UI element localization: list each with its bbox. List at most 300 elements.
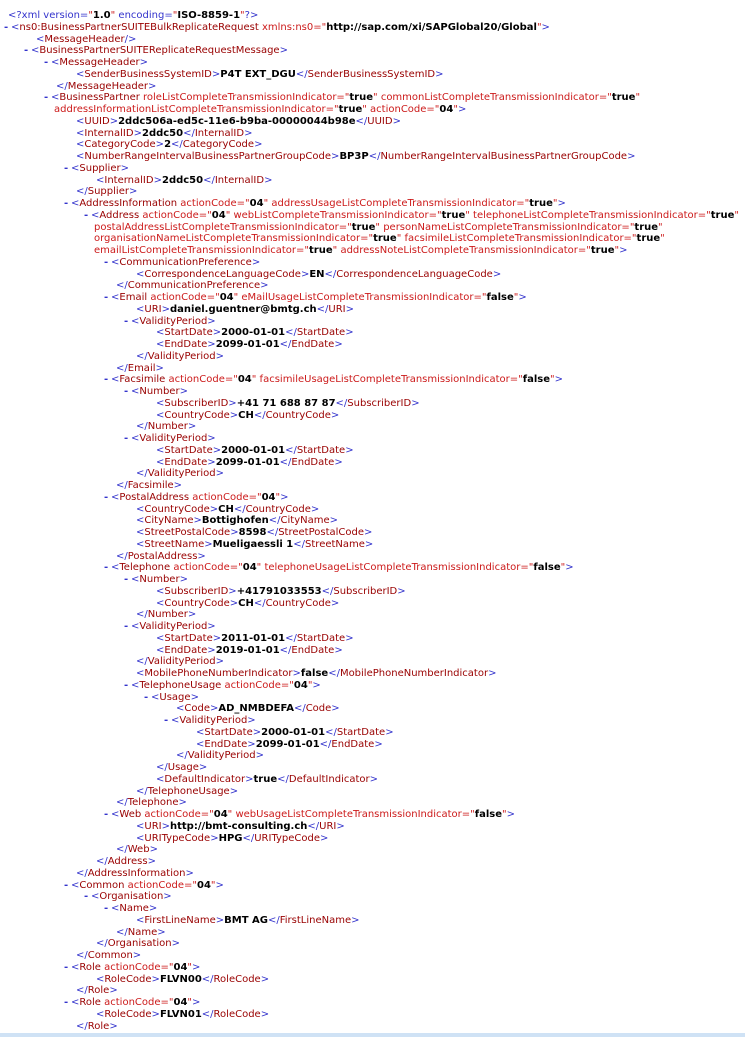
angle-bracket: </ xyxy=(183,127,195,139)
attribute-name: roleListCompleteTransmissionIndicator=" xyxy=(139,92,350,104)
attribute-name: actionCode=" xyxy=(221,679,294,691)
angle-bracket: </ xyxy=(295,68,308,80)
angle-bracket: </ xyxy=(136,350,148,362)
tag-name: AddressInformation xyxy=(79,198,178,209)
angle-bracket: </ xyxy=(76,950,88,961)
collapse-toggle-icon[interactable]: - xyxy=(104,491,109,503)
tag-name: Code xyxy=(184,703,210,715)
attribute-value: true xyxy=(529,198,553,209)
angle-bracket: < xyxy=(136,832,145,844)
angle-bracket: </ xyxy=(268,914,280,926)
angle-bracket: < xyxy=(111,374,120,386)
tag-name: CorrespondenceLanguageCode xyxy=(336,268,493,280)
angle-bracket: </ xyxy=(56,80,68,92)
tag-name: URI xyxy=(319,820,337,832)
angle-bracket: </ xyxy=(285,444,297,456)
angle-bracket: < xyxy=(156,444,165,456)
attribute-name: webListCompleteTransmissionIndicator=" xyxy=(230,209,442,221)
angle-bracket: > xyxy=(151,973,160,985)
xml-line xyxy=(0,962,745,974)
angle-bracket: > xyxy=(345,632,354,644)
quote-mark: " xyxy=(251,374,257,386)
angle-bracket: </ xyxy=(253,409,266,421)
collapse-toggle-icon[interactable]: - xyxy=(104,562,109,574)
collapse-toggle-icon[interactable]: - xyxy=(124,315,129,327)
angle-bracket: </ xyxy=(116,550,128,562)
xml-line xyxy=(0,81,745,93)
attribute-value: true xyxy=(441,209,466,221)
xml-line xyxy=(0,445,745,457)
angle-bracket: < xyxy=(11,21,20,33)
tag-name: MobilePhoneNumberIndicator xyxy=(144,668,293,679)
angle-bracket: > xyxy=(148,80,157,92)
tag-name: CityName xyxy=(144,515,194,527)
tag-name: StartDate xyxy=(164,444,213,456)
angle-bracket: > xyxy=(331,151,340,162)
attribute-value: http://sap.com/xi/SAPGlobal20/Global xyxy=(326,21,537,33)
collapse-toggle-icon[interactable]: - xyxy=(84,891,89,903)
tag-name: NumberRangeIntervalBusinessPartnerGroupCode xyxy=(380,151,628,162)
collapse-toggle-icon[interactable]: - xyxy=(24,45,29,57)
angle-bracket: > xyxy=(178,797,187,809)
pi-attribute-value: 1.0 xyxy=(92,10,111,21)
tag-name: Facsimile xyxy=(119,374,166,386)
collapse-toggle-icon[interactable]: - xyxy=(64,997,69,1008)
attribute-value: 04 xyxy=(242,562,257,574)
xml-line xyxy=(0,786,745,798)
tag-name: CountryCode xyxy=(265,597,331,609)
attribute-value: false xyxy=(533,562,561,574)
angle-bracket: </ xyxy=(368,151,381,162)
angle-bracket: < xyxy=(156,597,165,609)
tag-name: Address xyxy=(99,209,140,221)
tag-name: Name xyxy=(119,903,149,914)
quote-mark: " xyxy=(210,879,216,891)
tag-name: Supplier xyxy=(79,162,121,174)
collapse-toggle-icon[interactable]: - xyxy=(84,209,89,221)
tag-name: InternalID xyxy=(214,174,265,186)
angle-bracket: < xyxy=(131,574,140,585)
xml-line xyxy=(0,10,745,22)
tag-name: ValidityPeriod xyxy=(139,315,208,327)
angle-bracket: </ xyxy=(116,844,128,856)
angle-bracket: > xyxy=(173,480,183,491)
angle-bracket: > xyxy=(207,315,216,327)
xml-line xyxy=(0,656,745,668)
xml-line xyxy=(0,927,745,939)
angle-bracket: < xyxy=(71,198,80,209)
attribute-value: 04 xyxy=(237,374,252,386)
angle-bracket: </ xyxy=(285,327,297,339)
angle-bracket: </ xyxy=(136,421,148,433)
xml-line xyxy=(0,151,745,163)
attribute-value: 04 xyxy=(196,879,211,891)
tag-name: UUID xyxy=(367,115,393,127)
collapse-toggle-icon[interactable]: - xyxy=(64,162,69,174)
angle-bracket: < xyxy=(71,162,80,174)
collapse-toggle-icon[interactable]: - xyxy=(104,374,109,386)
quote-mark: " xyxy=(465,209,470,221)
xml-line xyxy=(0,433,745,445)
attribute-name: facsimileUsageListCompleteTransmissionIndicator=" xyxy=(256,374,523,386)
angle-bracket: > xyxy=(207,433,216,444)
xml-line xyxy=(0,175,745,187)
collapse-toggle-icon[interactable]: - xyxy=(124,621,129,632)
angle-bracket: </ xyxy=(96,938,108,950)
collapse-toggle-icon[interactable]: - xyxy=(64,961,69,973)
tag-name: Web xyxy=(127,844,150,856)
angle-bracket: > xyxy=(255,750,265,762)
attribute-name: eMailUsageListCompleteTransmissionIndicator=" xyxy=(238,292,487,303)
tag-name: CountryCode xyxy=(164,409,230,421)
element-text-value: 2ddc506a-ed5c-11e6-b9ba-00000044b98e xyxy=(118,115,356,127)
angle-bracket: < xyxy=(131,315,140,327)
angle-bracket: > xyxy=(207,339,216,350)
tag-name: Code xyxy=(305,703,332,715)
angle-bracket: < xyxy=(136,503,145,515)
tag-name: EndDate xyxy=(331,738,375,750)
angle-bracket: > xyxy=(330,597,340,609)
angle-bracket: </ xyxy=(285,632,297,644)
angle-bracket: > xyxy=(331,703,340,715)
angle-bracket: < xyxy=(156,327,165,339)
xml-line xyxy=(0,245,745,257)
tag-name: Number xyxy=(139,574,180,585)
angle-bracket: </ xyxy=(293,703,306,715)
collapse-toggle-icon[interactable]: - xyxy=(124,433,129,444)
angle-bracket: > xyxy=(215,468,225,480)
xml-line xyxy=(0,645,745,657)
quote-mark: " xyxy=(110,10,116,21)
angle-bracket: > xyxy=(161,820,170,832)
angle-bracket: > xyxy=(163,891,172,903)
angle-bracket: < xyxy=(131,433,140,444)
tag-name: Supplier xyxy=(87,186,129,198)
angle-bracket: > xyxy=(109,1020,118,1032)
tag-name: StartDate xyxy=(296,327,346,339)
angle-bracket: < xyxy=(111,292,120,303)
tag-name: URITypeCode xyxy=(144,832,211,844)
quote-mark: " xyxy=(550,374,555,386)
quote-mark: " xyxy=(614,245,620,256)
angle-bracket: < xyxy=(136,668,145,679)
attribute-value: true xyxy=(349,92,374,104)
collapse-toggle-icon[interactable]: - xyxy=(124,386,129,397)
attribute-name: addressUsageListCompleteTransmissionIndicator=" xyxy=(268,198,530,209)
angle-bracket: > xyxy=(351,914,360,926)
angle-bracket: > xyxy=(457,104,467,115)
angle-bracket: < xyxy=(156,397,165,409)
attribute-value: true xyxy=(309,245,333,256)
angle-bracket: </ xyxy=(266,527,279,538)
quote-mark: " xyxy=(263,198,269,209)
angle-bracket: > xyxy=(197,550,206,562)
collapse-toggle-icon[interactable]: - xyxy=(4,21,9,33)
angle-bracket: < xyxy=(76,127,85,139)
tag-name: ValidityPeriod xyxy=(139,433,208,444)
angle-bracket: > xyxy=(128,186,138,198)
angle-bracket: < xyxy=(131,386,140,397)
tag-name: StreetName xyxy=(144,538,205,550)
xml-line xyxy=(0,363,745,375)
angle-bracket: > xyxy=(207,456,216,468)
angle-bracket: < xyxy=(136,515,145,527)
attribute-value: 04 xyxy=(173,997,188,1008)
angle-bracket: < xyxy=(96,174,105,186)
tag-name: Usage xyxy=(167,762,199,773)
angle-bracket: > xyxy=(557,198,566,209)
element-text-value: P4T EXT_DGU xyxy=(220,68,296,80)
tag-name: BusinessPartnerSUITEReplicateRequestMessage xyxy=(39,45,280,57)
tag-name: Common xyxy=(79,879,125,891)
tag-name: CountryCode xyxy=(245,503,311,515)
quote-mark: " xyxy=(373,92,378,104)
angle-bracket: > xyxy=(193,515,202,527)
angle-bracket: </ xyxy=(136,656,148,668)
quote-mark: " xyxy=(332,245,338,256)
tag-name: DefaultIndicator xyxy=(164,773,246,785)
collapse-toggle-icon[interactable]: - xyxy=(44,92,49,104)
xml-line xyxy=(0,598,745,610)
collapse-toggle-icon[interactable]: - xyxy=(124,574,129,585)
angle-bracket: > xyxy=(207,621,216,632)
xml-line xyxy=(0,304,745,316)
angle-bracket: </ xyxy=(233,503,246,515)
angle-bracket: < xyxy=(31,45,40,57)
angle-bracket: > xyxy=(229,785,239,797)
xml-line xyxy=(0,1021,745,1033)
angle-bracket: > xyxy=(109,985,118,997)
collapse-toggle-icon[interactable]: - xyxy=(104,256,109,268)
angle-bracket: </ xyxy=(325,726,337,738)
attribute-name: actionCode=" xyxy=(139,209,212,221)
angle-bracket: </ xyxy=(116,797,128,809)
tag-name: ValidityPeriod xyxy=(147,656,216,668)
xml-line xyxy=(0,163,745,175)
angle-bracket: > xyxy=(147,856,156,867)
angle-bracket: > xyxy=(369,773,379,785)
angle-bracket: > xyxy=(506,809,516,820)
collapse-toggle-icon[interactable]: - xyxy=(64,879,69,891)
angle-bracket: </ xyxy=(171,139,183,151)
xml-line xyxy=(0,339,745,351)
angle-bracket: < xyxy=(51,92,60,104)
angle-bracket: > xyxy=(260,1008,270,1020)
angle-bracket: > xyxy=(280,491,289,503)
angle-bracket: < xyxy=(36,33,45,45)
angle-bracket: > xyxy=(300,268,310,280)
angle-bracket: > xyxy=(565,562,574,574)
xml-line xyxy=(0,386,745,398)
attribute-name: webUsageListCompleteTransmissionIndicator=" xyxy=(232,809,475,820)
tag-name: ValidityPeriod xyxy=(139,621,208,632)
collapse-toggle-icon[interactable]: - xyxy=(164,715,169,726)
angle-bracket: > xyxy=(215,914,225,926)
element-text-value: Bottighofen xyxy=(201,515,269,527)
xml-line xyxy=(0,609,745,621)
attribute-name: actionCode=" xyxy=(141,809,214,820)
quote-mark: " xyxy=(658,221,663,233)
attribute-name: actionCode=" xyxy=(366,104,440,115)
attribute-name: addressNoteListCompleteTransmissionIndicator=" xyxy=(337,245,591,256)
xml-line xyxy=(0,374,745,386)
xml-line xyxy=(0,480,745,492)
collapse-toggle-icon[interactable]: - xyxy=(44,57,49,68)
angle-bracket: < xyxy=(111,809,120,820)
collapse-toggle-icon[interactable]: - xyxy=(104,903,109,914)
quote-mark: " xyxy=(227,809,233,820)
angle-bracket: > xyxy=(397,585,406,597)
angle-bracket: > xyxy=(254,139,263,151)
angle-bracket: > xyxy=(279,45,288,57)
attribute-value: 04 xyxy=(439,104,454,115)
tag-name: StreetName xyxy=(305,538,365,550)
angle-bracket: < xyxy=(76,151,85,162)
angle-bracket: > xyxy=(334,456,343,468)
angle-bracket: < xyxy=(131,621,140,632)
collapse-toggle-icon[interactable]: - xyxy=(64,198,69,209)
tag-name: Usage xyxy=(159,691,191,703)
tag-name: TelephoneUsage xyxy=(139,679,222,691)
angle-bracket: < xyxy=(111,562,120,574)
tag-name: StreetPostalCode xyxy=(144,527,231,538)
angle-bracket: < xyxy=(156,409,165,421)
angle-bracket: > xyxy=(292,668,301,679)
tag-name: Number xyxy=(147,421,188,433)
xml-line xyxy=(0,915,745,927)
element-text-value: CH xyxy=(238,597,254,609)
attribute-value: 04 xyxy=(249,198,264,209)
angle-bracket: </ xyxy=(96,856,108,867)
angle-bracket: < xyxy=(136,527,145,538)
tag-name: Number xyxy=(139,386,180,397)
quote-mark: " xyxy=(256,562,262,574)
xml-line xyxy=(0,551,745,563)
attribute-name: organisationNameListCompleteTransmissionIndicator=" xyxy=(94,233,374,245)
tag-name: Email xyxy=(119,292,148,303)
tag-name: AddressInformation xyxy=(87,867,186,879)
angle-bracket: > xyxy=(212,327,222,339)
angle-bracket: < xyxy=(71,997,80,1008)
angle-bracket: > xyxy=(230,527,239,538)
angle-bracket: < xyxy=(156,644,165,656)
angle-bracket: </ xyxy=(268,515,281,527)
tag-name: ValidityPeriod xyxy=(147,350,216,362)
element-text-value: HPG xyxy=(218,832,243,844)
tag-name: Role xyxy=(79,997,101,1008)
xml-line xyxy=(0,222,745,234)
angle-bracket: > xyxy=(247,738,256,750)
xml-line xyxy=(0,410,745,422)
angle-bracket: > xyxy=(228,397,237,409)
attribute-value: 04 xyxy=(173,961,188,973)
collapse-toggle-icon[interactable]: - xyxy=(124,679,129,691)
attribute-value: true xyxy=(634,221,659,233)
element-text-value: 2000-01-01 xyxy=(261,726,326,738)
attribute-name: xmlns:ns0=" xyxy=(258,21,327,33)
tag-name: URITypeCode xyxy=(254,832,321,844)
angle-bracket: < xyxy=(76,115,85,127)
quote-mark: " xyxy=(453,104,458,115)
xml-line xyxy=(0,139,745,151)
xml-line xyxy=(0,774,745,786)
tag-name: EndDate xyxy=(164,644,208,656)
tag-name: StartDate xyxy=(164,327,213,339)
attribute-name: facsimileListCompleteTransmissionIndicator=" xyxy=(401,233,637,245)
tag-name: InternalID xyxy=(84,127,134,139)
xml-line xyxy=(0,574,745,586)
angle-bracket: < xyxy=(171,715,180,726)
attribute-value: 04 xyxy=(261,491,276,503)
angle-bracket: > xyxy=(132,950,142,961)
collapse-toggle-icon[interactable]: - xyxy=(144,691,149,703)
angle-bracket: > xyxy=(215,879,224,891)
angle-bracket: </ xyxy=(116,280,128,292)
angle-bracket: < xyxy=(111,903,120,914)
collapse-toggle-icon[interactable]: - xyxy=(104,292,109,303)
angle-bracket: > xyxy=(244,127,253,139)
tag-name: RoleCode xyxy=(213,1008,261,1020)
angle-bracket: > xyxy=(139,57,149,68)
element-text-value: FLVN00 xyxy=(159,973,202,985)
xml-line xyxy=(0,398,745,410)
element-text-value: daniel.guentner@bmtg.ch xyxy=(170,303,317,315)
quote-mark: " xyxy=(734,209,739,221)
angle-bracket: > xyxy=(247,715,256,726)
quote-mark: " xyxy=(233,292,239,303)
angle-bracket: < xyxy=(131,679,140,691)
attribute-value: false xyxy=(486,292,514,303)
attribute-name: actionCode=" xyxy=(147,292,220,303)
angle-bracket: < xyxy=(136,914,145,926)
xml-line xyxy=(0,727,745,739)
tag-name: CommunicationPreference xyxy=(127,280,261,292)
angle-bracket: > xyxy=(336,820,345,832)
element-text-value: 8598 xyxy=(238,527,267,538)
angle-bracket: </ xyxy=(328,668,340,679)
angle-bracket: < xyxy=(156,585,165,597)
attribute-name: addressInformationListCompleteTransmissionIndicator=" xyxy=(54,104,339,115)
xml-line xyxy=(0,633,745,645)
attribute-name: actionCode=" xyxy=(100,961,174,973)
xml-line xyxy=(0,69,745,81)
angle-bracket: < xyxy=(136,820,145,832)
angle-bracket: > xyxy=(120,162,129,174)
pi-attribute-name: encoding= xyxy=(115,10,173,21)
xml-line xyxy=(0,856,745,868)
collapse-toggle-icon[interactable]: - xyxy=(104,809,109,820)
attribute-name: postalAddressListCompleteTransmissionIndicator=" xyxy=(94,221,352,233)
xml-line xyxy=(0,680,745,692)
angle-bracket: < xyxy=(151,691,160,703)
xml-line xyxy=(0,950,745,962)
angle-bracket: > xyxy=(251,256,261,268)
angle-bracket: > xyxy=(179,386,188,397)
angle-bracket: > xyxy=(488,668,497,679)
xml-line xyxy=(0,974,745,986)
attribute-value: true xyxy=(373,233,397,245)
tag-name: Role xyxy=(79,961,101,973)
angle-bracket: </ xyxy=(279,339,292,350)
angle-bracket: > xyxy=(374,738,383,750)
angle-bracket: </ xyxy=(307,820,320,832)
angle-bracket: </ xyxy=(279,456,292,468)
tag-name: CountryCode xyxy=(144,503,210,515)
angle-bracket: < xyxy=(71,961,80,973)
tag-name: Organisation xyxy=(107,938,172,950)
element-text-value: 2 xyxy=(164,139,172,151)
element-text-value: 2099-01-01 xyxy=(215,339,280,350)
